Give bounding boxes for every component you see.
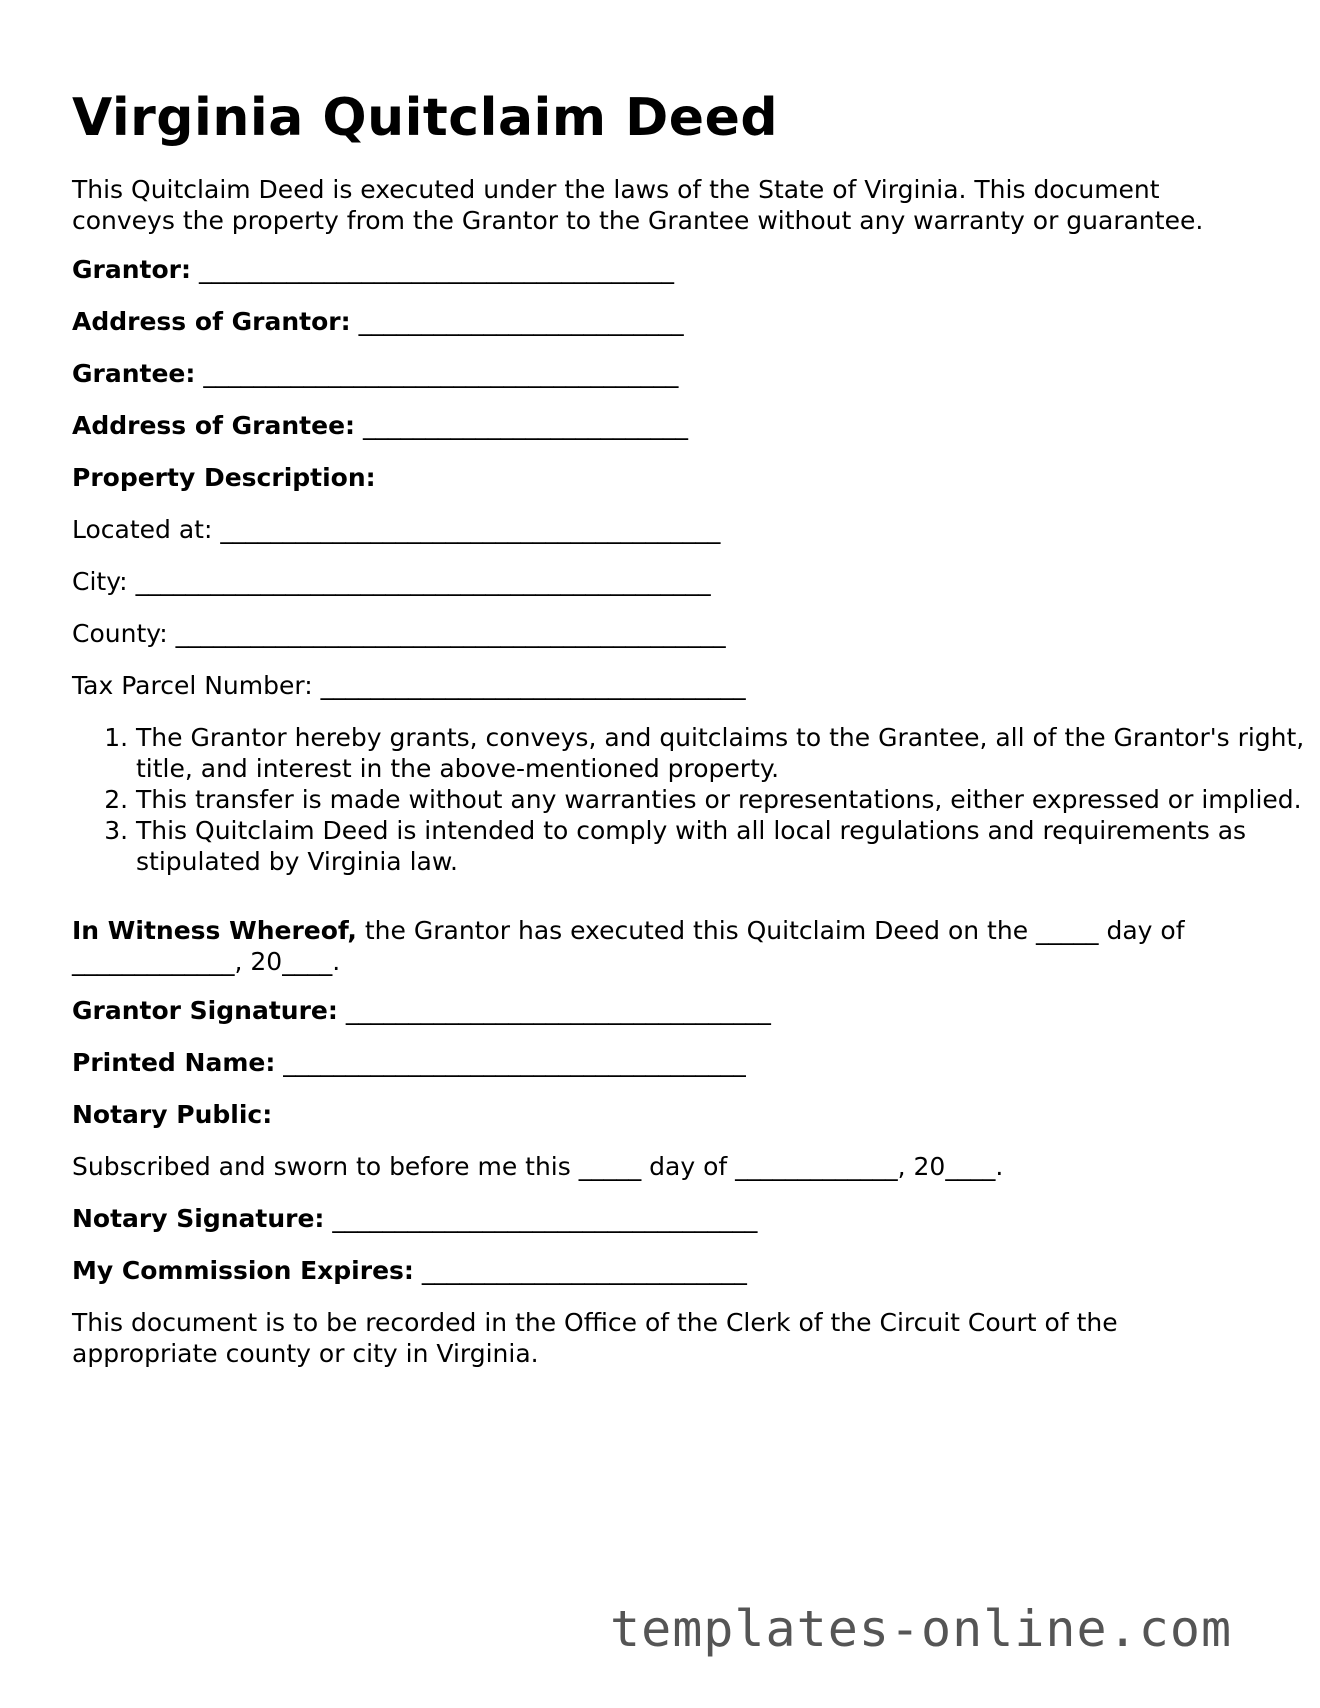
tax-parcel-field — [72, 670, 746, 701]
located-label: Located at: — [72, 515, 213, 544]
witness-paragraph — [72, 915, 1185, 977]
city-blank[interactable]: ______________________________________________ — [135, 567, 711, 596]
grantee-address-blank[interactable]: __________________________ — [362, 411, 688, 440]
printed-name-label: Printed Name: — [72, 1048, 276, 1077]
grantee-address-label: Address of Grantee: — [72, 411, 356, 440]
county-blank[interactable]: ____________________________________________ — [175, 619, 726, 648]
clause-item: 2. This transfer is made without any warranties or representations, either expressed or implied. — [136, 784, 1316, 815]
commission-blank[interactable]: __________________________ — [421, 1256, 747, 1285]
grantor-signature-label: Grantor Signature: — [72, 996, 338, 1025]
recording-note-line-2: appropriate county or city in Virginia. — [72, 1339, 539, 1368]
property-heading: Property Description: — [72, 463, 376, 492]
grantor-address-field — [72, 306, 684, 337]
witness-lead: In Witness Whereof, — [72, 916, 357, 945]
recording-note-line-1: This document is to be recorded in the Office of the Clerk of the Circuit Court of the — [72, 1308, 1118, 1337]
notary-sworn-line: Subscribed and sworn to before me this _____ day of _____________, 20____. — [72, 1152, 1004, 1181]
grantor-address-blank[interactable]: __________________________ — [358, 307, 684, 336]
grantee-label: Grantee: — [72, 359, 196, 388]
intro-paragraph — [72, 174, 1203, 236]
city-field — [72, 566, 711, 597]
grantor-signature-field — [72, 995, 771, 1026]
grantee-blank[interactable]: ______________________________________ — [203, 359, 679, 388]
grantee-address-field — [72, 410, 688, 441]
commission-label: My Commission Expires: — [72, 1256, 414, 1285]
tax-parcel-blank[interactable]: __________________________________ — [320, 671, 746, 700]
witness-line-2: _____________, 20____. — [72, 947, 341, 976]
witness-line-1: the Grantor has executed this Quitclaim Deed on the _____ day of — [356, 916, 1185, 945]
grantor-signature-blank[interactable]: __________________________________ — [345, 996, 771, 1025]
commission-field — [72, 1255, 747, 1286]
grantor-blank[interactable]: ______________________________________ — [198, 255, 674, 284]
grantor-field — [72, 254, 674, 285]
clause-item: 3. This Quitclaim Deed is intended to comply with all local regulations and requirements as stipulated by Virginia law. — [136, 815, 1316, 877]
recording-note — [72, 1307, 1118, 1369]
intro-line-1: This Quitclaim Deed is executed under the laws of the State of Virginia. This document — [72, 175, 1160, 204]
intro-line-2: conveys the property from the Grantor to the Grantee without any warranty or guarantee. — [72, 206, 1204, 235]
clause-item: 1. The Grantor hereby grants, conveys, and quitclaims to the Grantee, all of the Grantor's right, title, and interest in the above-mentioned property. — [136, 722, 1316, 784]
county-field — [72, 618, 726, 649]
city-label: City: — [72, 567, 128, 596]
watermark-text: templates-online.com — [610, 1600, 1233, 1658]
located-blank[interactable]: ________________________________________ — [220, 515, 721, 544]
notary-signature-label: Notary Signature: — [72, 1204, 325, 1233]
grantee-field — [72, 358, 678, 389]
tax-parcel-label: Tax Parcel Number: — [72, 671, 313, 700]
printed-name-field — [72, 1047, 746, 1078]
notary-signature-blank[interactable]: __________________________________ — [332, 1204, 758, 1233]
grantor-label: Grantor: — [72, 255, 191, 284]
grantor-address-label: Address of Grantor: — [72, 307, 351, 336]
located-field — [72, 514, 720, 545]
document-title: Virginia Quitclaim Deed — [72, 88, 779, 148]
printed-name-blank[interactable]: _____________________________________ — [283, 1048, 746, 1077]
county-label: County: — [72, 619, 168, 648]
notary-heading: Notary Public: — [72, 1100, 273, 1129]
notary-signature-field — [72, 1203, 757, 1234]
clauses-list — [72, 722, 1316, 877]
